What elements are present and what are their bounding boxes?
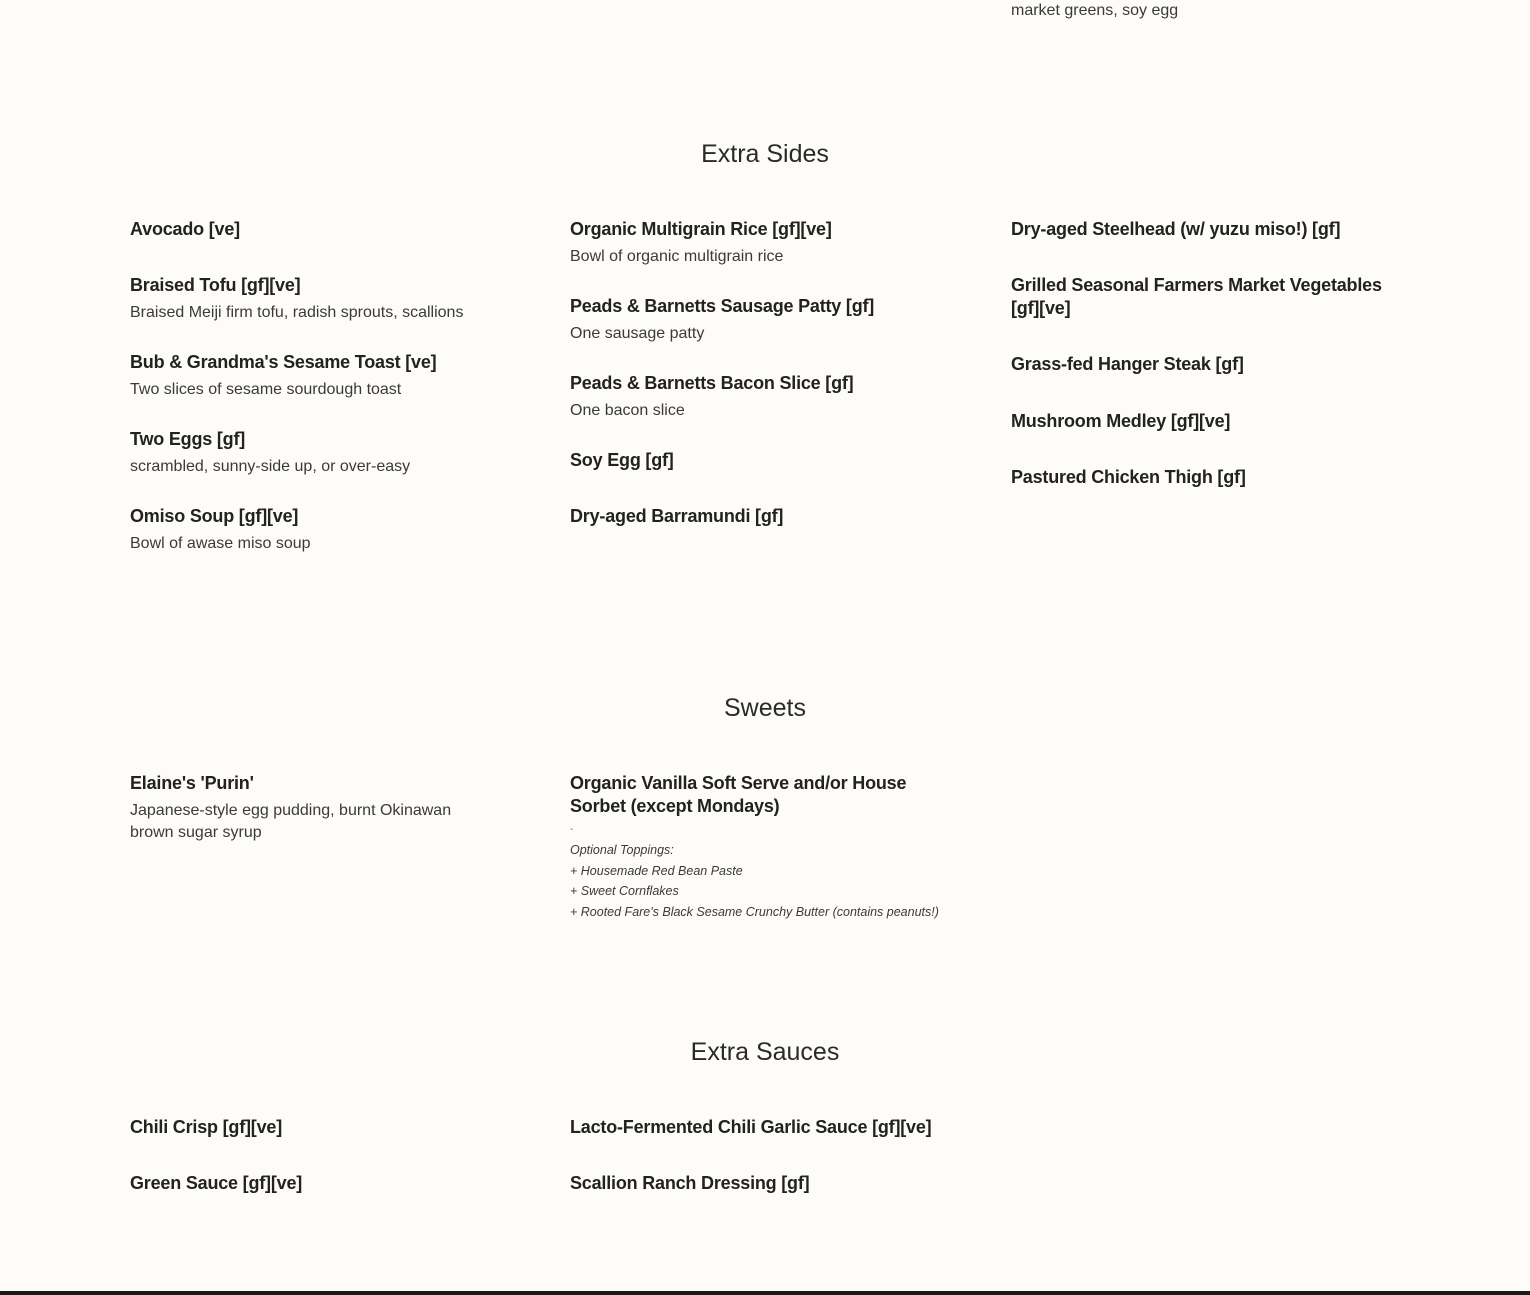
item-name: Omiso Soup [gf][ve] [130, 506, 299, 526]
section-sweets [0, 693, 1530, 723]
menu-column [570, 1116, 960, 1222]
notes-line: + Rooted Fare's Black Sesame Crunchy Butter (contains peanuts!) [570, 904, 939, 919]
menu-item [570, 372, 960, 422]
menu-item [570, 772, 960, 922]
item-name: Peads & Barnetts Sausage Patty [gf] [570, 296, 875, 316]
menu-item [130, 1116, 520, 1139]
item-description: One sausage patty [570, 325, 705, 342]
menu-column [570, 218, 960, 555]
menu-item [130, 274, 520, 324]
item-name: Organic Vanilla Soft Serve and/or House Sorbet (except Mondays) [570, 773, 907, 816]
menu-column [1011, 218, 1411, 516]
item-name: Peads & Barnetts Bacon Slice [gf] [570, 373, 854, 393]
menu-item [1011, 274, 1411, 320]
item-name: Dry-aged Steelhead (w/ yuzu miso!) [gf] [1011, 219, 1341, 239]
item-name: Grilled Seasonal Farmers Market Vegetables [gf][ve] [1011, 275, 1382, 318]
item-description: scrambled, sunny-side up, or over-easy [130, 458, 411, 475]
section-extra-sauces [0, 1037, 1530, 1067]
menu-item [570, 449, 960, 472]
menu-item [130, 351, 520, 401]
menu-column [130, 218, 520, 582]
item-description: Bowl of organic multigrain rice [570, 248, 784, 265]
item-description: Japanese-style egg pudding, burnt Okinawan brown sugar syrup [130, 802, 452, 841]
item-name: Grass-fed Hanger Steak [gf] [1011, 354, 1244, 374]
item-name: Soy Egg [gf] [570, 450, 674, 470]
item-name: Two Eggs [gf] [130, 429, 246, 449]
item-name: Mushroom Medley [gf][ve] [1011, 411, 1231, 431]
menu-item [130, 218, 520, 241]
notes-line: + Housemade Red Bean Paste [570, 863, 743, 878]
menu-item [570, 218, 960, 268]
item-name: Braised Tofu [gf][ve] [130, 275, 301, 295]
menu-item [1011, 353, 1411, 376]
item-name: Dry-aged Barramundi [gf] [570, 506, 784, 526]
item-name: Bub & Grandma's Sesame Toast [ve] [130, 352, 437, 372]
section-title: Extra Sides [701, 140, 829, 168]
item-description: market greens, soy egg [1011, 2, 1179, 19]
menu-column [570, 772, 960, 949]
item-notes [570, 820, 960, 922]
menu-column [130, 772, 470, 871]
item-name: Elaine's 'Purin' [130, 773, 254, 793]
section-title: Sweets [724, 694, 806, 722]
menu-item [570, 1116, 960, 1139]
item-name: Organic Multigrain Rice [gf][ve] [570, 219, 832, 239]
menu-item [130, 428, 520, 478]
section-extra-sides [0, 139, 1530, 169]
item-name: Pastured Chicken Thigh [gf] [1011, 467, 1246, 487]
item-description: Bowl of awase miso soup [130, 535, 311, 552]
menu-item [130, 1172, 520, 1195]
item-description: Two slices of sesame sourdough toast [130, 381, 402, 398]
menu-item [1011, 218, 1411, 241]
notes-line: Optional Toppings: [570, 843, 674, 857]
menu-item [570, 1172, 960, 1195]
item-description: One bacon slice [570, 402, 685, 419]
menu-item [130, 772, 470, 844]
footer-divider [0, 1291, 1530, 1295]
item-name: Avocado [ve] [130, 219, 240, 239]
menu-item [570, 505, 960, 528]
menu-item [130, 505, 520, 555]
item-name: Green Sauce [gf][ve] [130, 1173, 303, 1193]
notes-line: + Sweet Cornflakes [570, 884, 679, 898]
item-description: Braised Meiji firm tofu, radish sprouts, scallions [130, 304, 464, 321]
item-name: Chili Crisp [gf][ve] [130, 1117, 282, 1137]
menu-column [130, 1116, 520, 1222]
item-name: Scallion Ranch Dressing [gf] [570, 1173, 810, 1193]
menu-item [1011, 410, 1411, 433]
item-name: Lacto-Fermented Chili Garlic Sauce [gf][ve] [570, 1117, 932, 1137]
menu-item [570, 295, 960, 345]
section-title: Extra Sauces [690, 1038, 840, 1066]
notes-separator: - [570, 824, 574, 835]
menu-item [1011, 466, 1411, 489]
